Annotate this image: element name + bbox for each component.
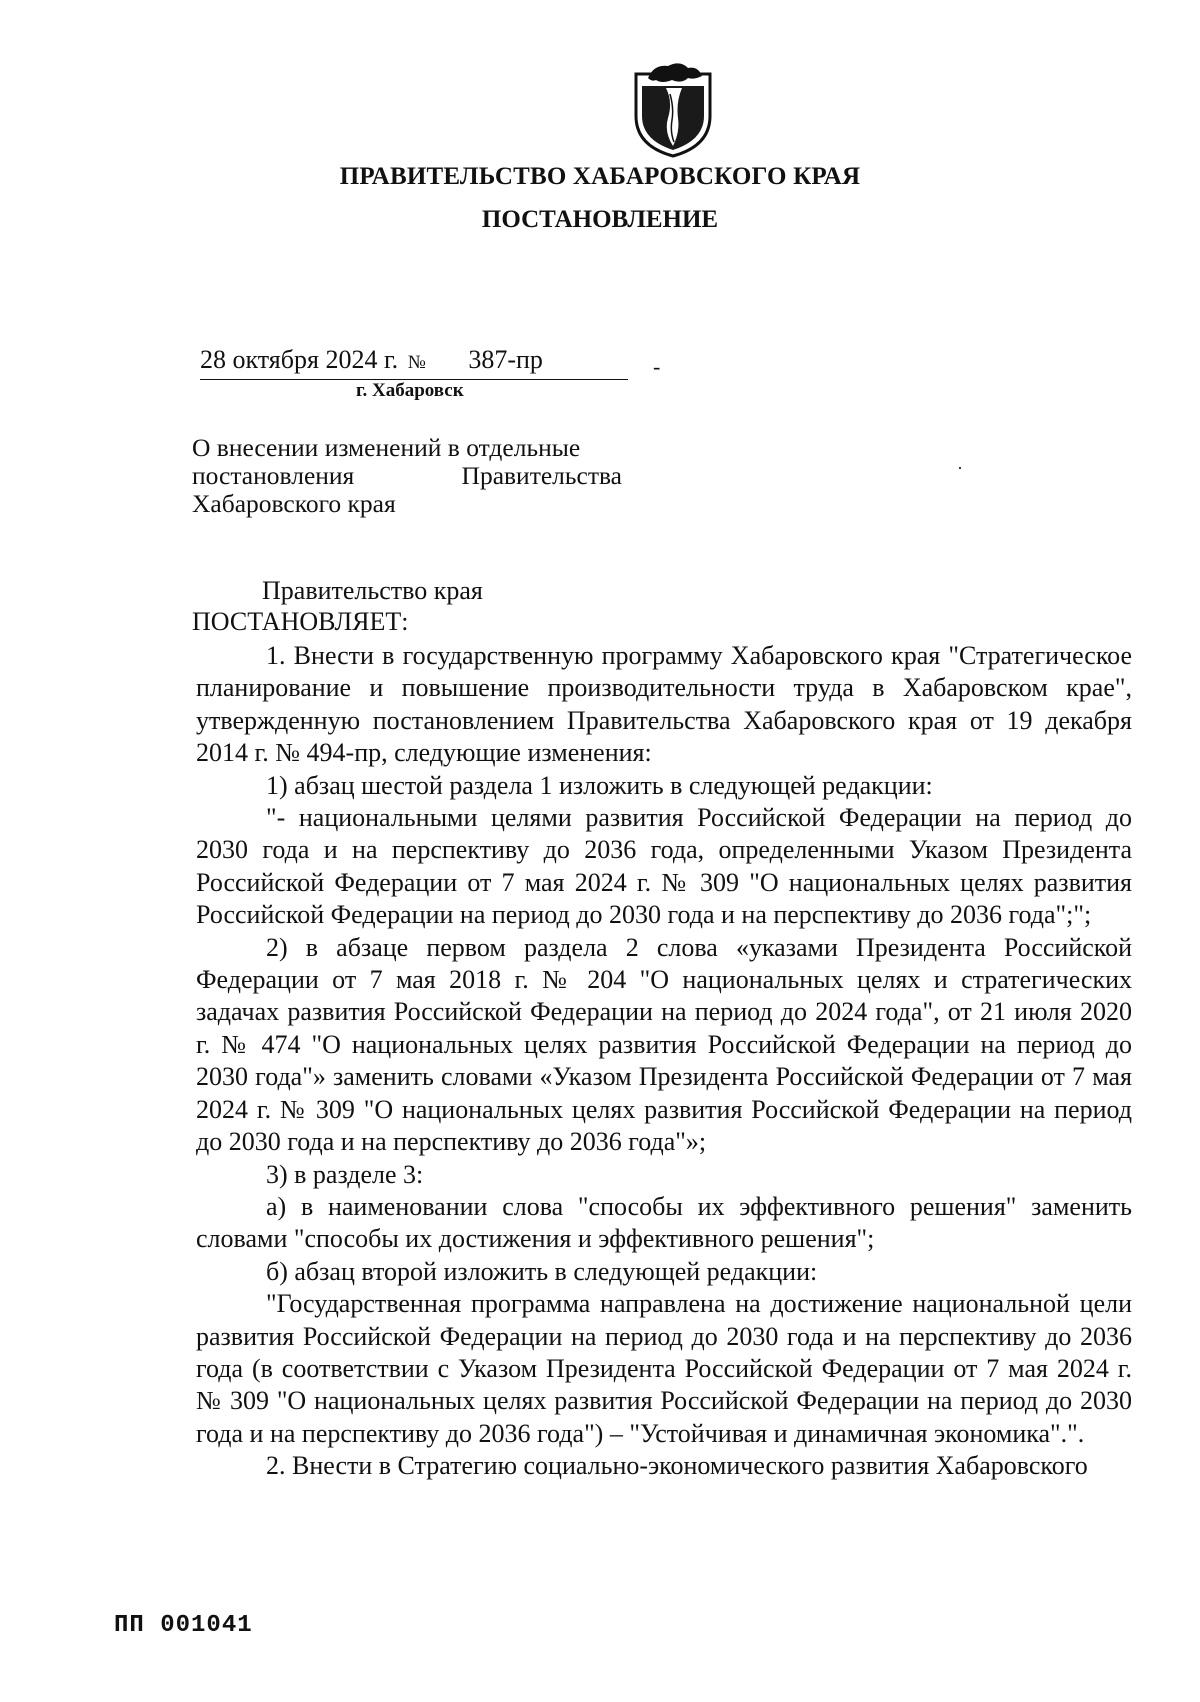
body-paragraph: 2. Внести в Стратегию социально-экономического развития Хабаровского: [266, 1451, 1088, 1481]
document-type: ПОСТАНОВЛЕНИЕ: [481, 206, 719, 233]
document-number: 387-пр: [468, 345, 543, 374]
body-paragraph: 1) абзац шестой раздела 1 изложить в следующей редакции:: [266, 770, 933, 800]
city: г. Хабаровск: [356, 380, 464, 401]
body-paragraph: 2) в абзаце первом раздела 2 слова «указами Президента Российской Федерации от 7 мая 2018 г. № 204 "О национальных целях и стратегических задачах развития Российской Федерации на период до 2024 года", от 21 июля 2020 г. № 474 "О национальных целях развития Российской Федерации на период до 2030 года"» заменить словами «Указом Президента Российской Федерации от 7 мая 2024 г. № 309 "О национальных целях развития Российской Федерации на период до 2030 года и на перспективу до 2036 года"»;: [196, 932, 1132, 1157]
number-sign: №: [407, 352, 426, 373]
coat-of-arms-icon: [628, 58, 718, 158]
subject-line: Хабаровского края: [192, 489, 396, 518]
subject-line: О внесении изменений в отдельные: [192, 433, 581, 462]
body-paragraph: 3) в разделе 3:: [266, 1159, 424, 1189]
organization-title: ПРАВИТЕЛЬСТВО ХАБАРОВСКОГО КРАЯ: [339, 163, 861, 190]
trailing-mark: -: [653, 354, 661, 379]
document-date: 28 октября 2024 г.: [200, 345, 399, 374]
body-paragraph: "- национальными целями развития Российской Федерации на период до 2030 года и на перспективу до 2036 года, определенными Указом Президента Российской Федерации от 7 мая 2024 г. № 309 "О национальных целях развития Российской Федерации на период до 2030 года и на перспективу до 2036 года";";: [196, 803, 1132, 930]
body-paragraph: 1. Внести в государственную программу Хабаровского края "Стратегическое планирование и повышение производительности труда в Хабаровском крае", утвержденную постановлением Правительства Хабаровского края от 19 декабря 2014 г. № 494-пр, следующие изменения:: [196, 641, 1132, 768]
resolves-heading: ПОСТАНОВЛЯЕТ:: [192, 607, 409, 636]
body-paragraph: "Государственная программа направлена на достижение национальной цели развития Российской Федерации на период до 2030 года и на перспективу до 2036 года (в соответствии с Указом Президента Российской Федерации от 7 мая 2024 г. № 309 "О национальных целях развития Российской Федерации на период до 2030 года и на перспективу до 2036 года") – "Устойчивая и динамичная экономика".".: [196, 1289, 1132, 1448]
subject-line: постановления Правительства: [192, 461, 622, 490]
body-paragraph: а) в наименовании слова "способы их эффективного решения" заменить словами "способы их достижения и эффективного решения";: [196, 1191, 1132, 1254]
government-preamble: Правительство края: [262, 576, 483, 605]
body-paragraph: б) абзац второй изложить в следующей редакции:: [266, 1256, 818, 1286]
document-subject: [192, 434, 622, 518]
scan-mark: ·: [957, 458, 963, 478]
form-code: ПП 001041: [114, 1612, 253, 1639]
document-body: [196, 640, 1132, 1483]
date-number-line: [200, 345, 628, 380]
